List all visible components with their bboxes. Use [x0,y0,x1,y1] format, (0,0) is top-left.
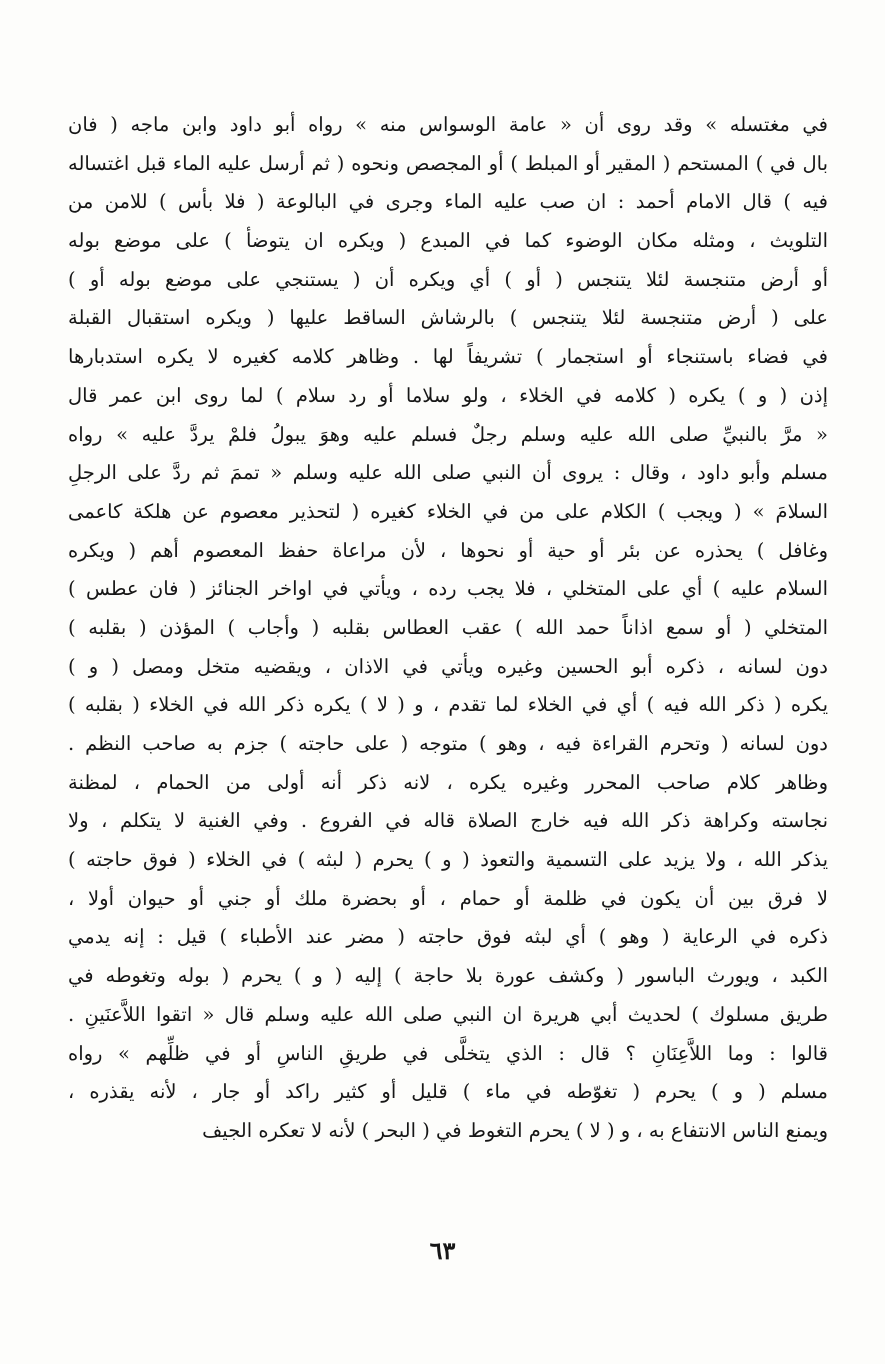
text-line: نجاسته وكراهة ذكر الله فيه خارج الصلاة قاله في الفروع . وفي الغنية لا يتكلم ، ولا [68,809,828,833]
text-line: يكره ( ذكر الله فيه ) أي في الخلاء لما تقدم ، و ( لا ) يكره ذكر الله في الخلاء ( بقلبه ) [68,693,828,717]
text-line: طريق مسلوك ) لحديث أبي هريرة ان النبي صلى الله عليه وسلم قال « اتقوا اللاَّعنَينِ . [68,1002,828,1026]
text-line: دون لسانه ، ذكره أبو الحسين وغيره ويأتي في الاذان ، ويقضيه متخل ومصل ( و ) [68,654,828,678]
body-text [68,106,828,1151]
page-number: ٦٣ [429,1236,456,1265]
text-line: بال في ) المستحم ( المقير أو المبلط ) أو المجصص ونحوه ( ثم أرسل عليه الماء قبل اغتساله [68,151,828,175]
text-line: ويمنع الناس الانتفاع به ، و ( لا ) يحرم التغوط في ( البحر ) لأنه لا تعكره الجيف [202,1118,828,1142]
text-line: وغافل ) يحذره عن بئر أو حية أو نحوها ، لأن مراعاة حفظ المعصوم أهم ( ويكره [68,538,828,562]
text-line: مسلم ( و ) يحرم ( تغوّطه في ماء ) قليل أو كثير راكد أو جار ، لأنه يقذره ، [68,1080,828,1104]
text-line: « مرَّ بالنبيِّ صلى الله عليه وسلم رجلٌ فسلم عليه وهوَ يبولُ فلمْ يردَّ عليه » رواه [68,422,828,446]
text-line: أو أرض متنجسة لئلا يتنجس ( أو ) أي ويكره أن ( يستنجي على موضع بوله أو ) [68,267,828,291]
text-line: على ( أرض متنجسة لئلا يتنجس ) بالرشاش الساقط عليها ( ويكره استقبال القبلة [68,306,828,330]
text-line: ذكره في الرعاية ( وهو ) أي لبثه فوق حاجته ( مضر عند الأطباء ) قيل : إنه يدمي [68,925,828,949]
text-line: وظاهر كلام صاحب المحرر وغيره يكره ، لانه ذكر أنه أولى من الحمام ، لمظنة [68,770,828,794]
text-line: السلام عليه ) أي على المتخلي ، فلا يجب رده ، ويأتي في اواخر الجنائز ( فان عطس ) [68,577,828,601]
text-line: دون لسانه ( وتحرم القراءة فيه ، وهو ) متوجه ( على حاجته ) جزم به صاحب النظم . [68,732,828,755]
text-line: يذكر الله ، ولا يزيد على التسمية والتعوذ ( و ) يحرم ( لبثه ) في الخلاء ( فوق حاجته ) [68,848,828,872]
text-line: مسلم وأبو داود ، وقال : يروى أن النبي صلى الله عليه وسلم « تممَ ثم ردَّ على الرجلِ [68,461,828,485]
text-line: قالوا : وما اللاَّعِنَانِ ؟ قال : الذي يتخلَّى في طريقِ الناسِ أو في ظلِّهم » رواه [68,1041,828,1065]
text-line: إذن ( و ) يكره ( كلامه في الخلاء ، ولو سلاما أو رد سلام ) لما روى ابن عمر قال [68,383,828,407]
text-line: السلامَ » ( ويجب ) الكلام على من في الخلاء كغيره ( لتحذير معصوم عن هلكة كاعمى [68,499,828,523]
text-line: لا فرق بين أن يكون في ظلمة أو حمام ، أو بحضرة ملك أو جني أو حيوان أولا ، [68,886,828,910]
text-line: فيه ) قال الامام أحمد : ان صب عليه الماء وجرى في البالوعة ( فلا بأس ) للامن من [68,190,828,214]
text-line: التلويث ، ومثله مكان الوضوء كما في المبدع ( ويكره ان يتوضأ ) على موضع بوله [68,229,828,253]
text-line: في فضاء باستنجاء أو استجمار ) تشريفاً لها . وظاهر كلامه كغيره لا يكره استدبارها [68,345,828,369]
text-line: الكبد ، ويورث الباسور ( وكشف عورة بلا حاجة ) إليه ( و ) يحرم ( بوله وتغوطه في [68,964,828,988]
text-line: في مغتسله » وقد روى أن « عامة الوسواس منه » رواه أبو داود وابن ماجه ( فان [68,113,828,136]
text-line: المتخلي ( أو سمع اذاناً حمد الله ) عقب العطاس بقلبه ( وأجاب ) المؤذن ( بقلبه ) [68,615,828,639]
